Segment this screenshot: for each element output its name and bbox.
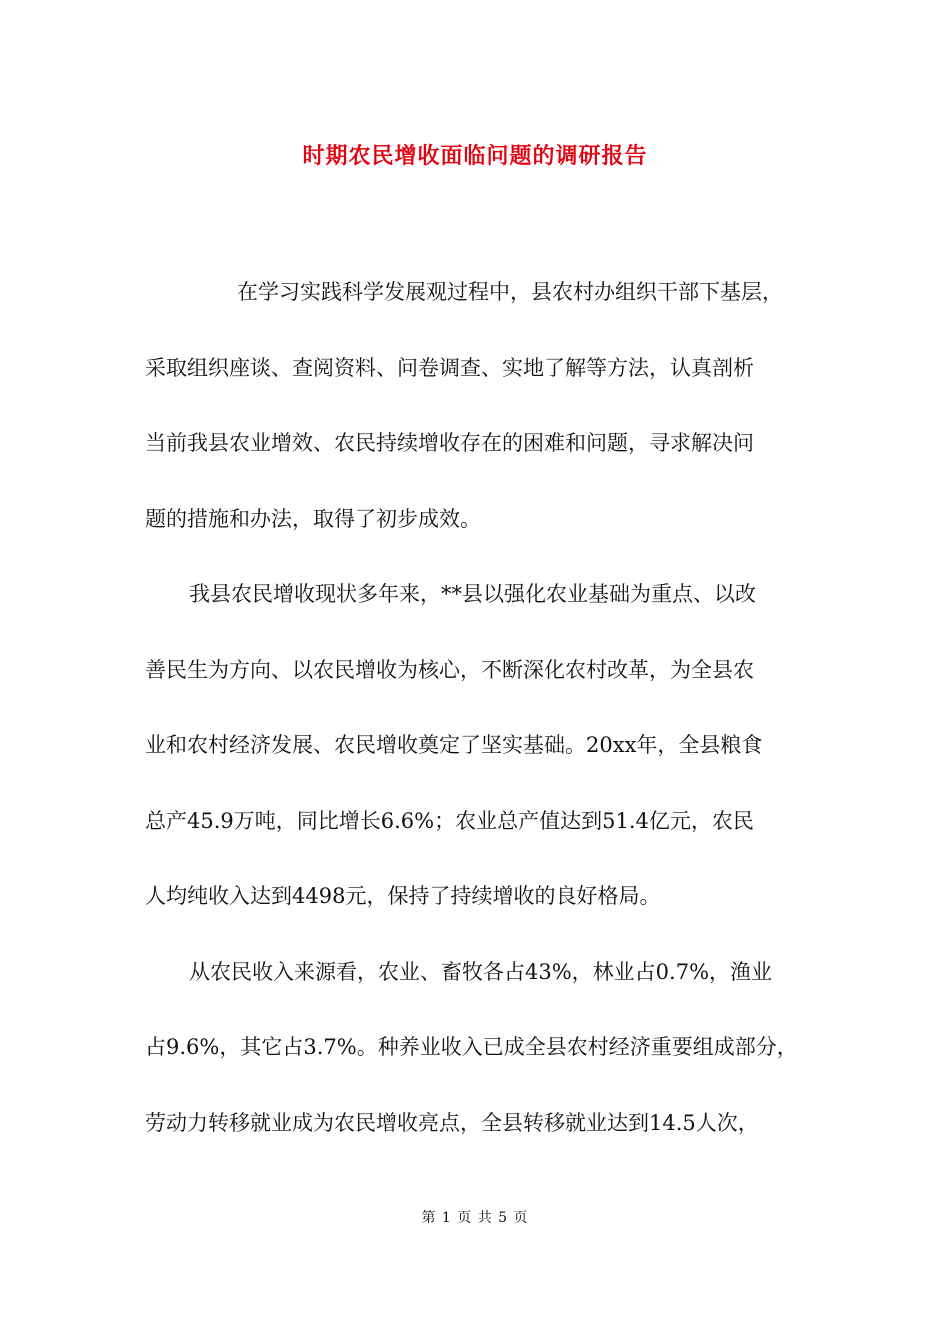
text-line: 总产45.9万吨，同比增长6.6%；农业总产值达到51.4亿元，农民 xyxy=(145,808,754,833)
text-line: 占9.6%，其它占3.7%。种养业收入已成全县农村经济重要组成部分， xyxy=(145,1035,798,1059)
document-title: 时期农民增收面临问题的调研报告 xyxy=(302,143,648,169)
text-line: 当前我县农业增效、农民持续增收存在的困难和问题，寻求解决问 xyxy=(145,431,754,455)
text-line: 人均纯收入达到4498元，保持了持续增收的良好格局。 xyxy=(145,884,661,908)
text-line: 采取组织座谈、查阅资料、问卷调查、实地了解等方法，认真剖析 xyxy=(145,355,754,380)
page-number: 第 1 页 共 5 页 xyxy=(421,1210,529,1226)
document-body xyxy=(145,272,810,1178)
text-line: 劳动力转移就业成为农民增收亮点，全县转移就业达到14.5人次， xyxy=(145,1110,759,1135)
text-line: 善民生为方向、以农民增收为核心，不断深化农村改革，为全县农 xyxy=(145,657,754,682)
text-line: 业和农村经济发展、农民增收奠定了坚实基础。20xx年，全县粮食 xyxy=(145,733,763,757)
text-line: 我县农民增收现状多年来，**县以强化农业基础为重点、以改 xyxy=(189,582,756,606)
text-line: 在学习实践科学发展观过程中，县农村办组织干部下基层， xyxy=(237,280,783,304)
text-line: 从农民收入来源看，农业、畜牧各占43%，林业占0.7%，渔业 xyxy=(189,959,773,984)
text-line: 题的措施和办法，取得了初步成效。 xyxy=(145,506,481,531)
